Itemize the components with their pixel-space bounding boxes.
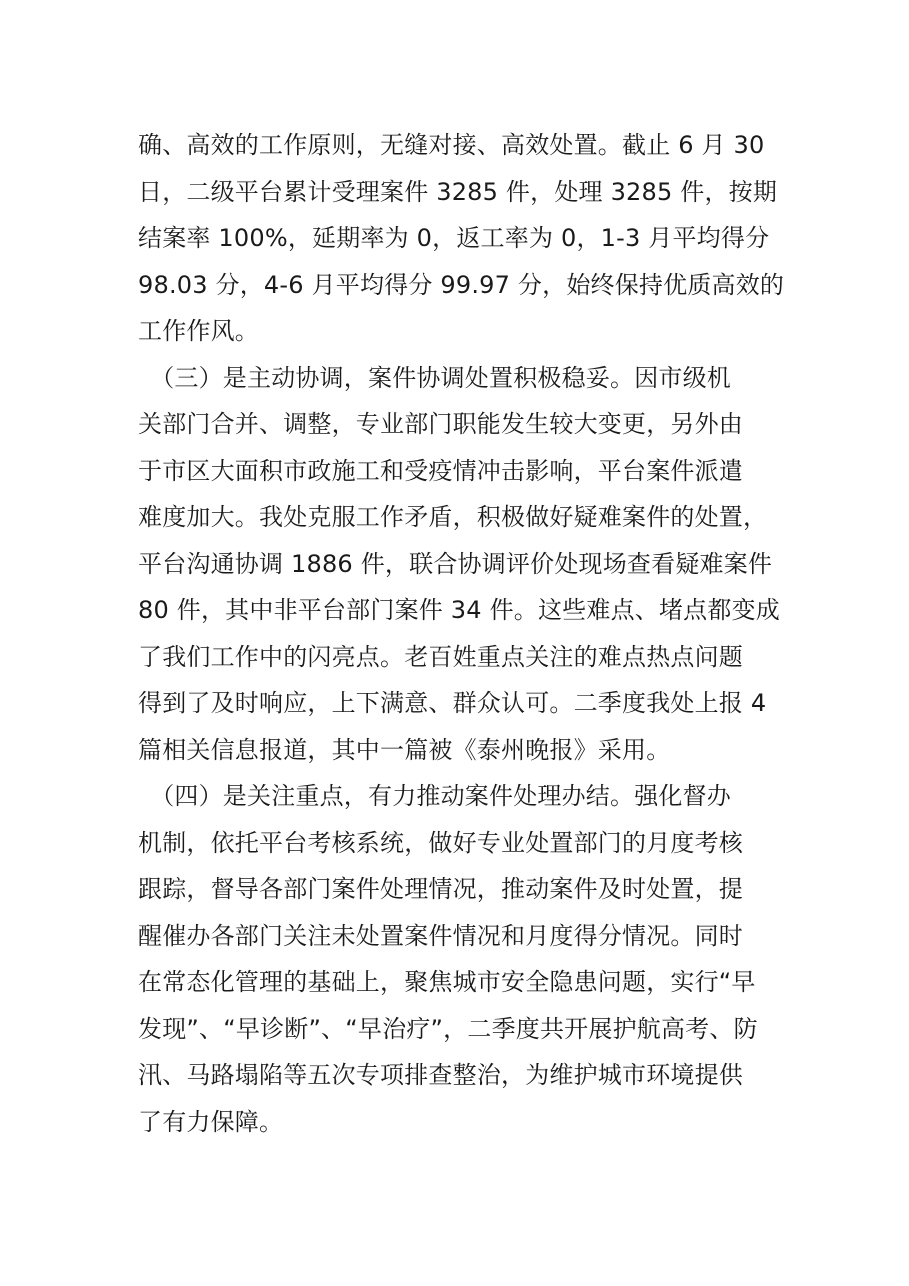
text-line: 结案率 100%，延期率为 0，返工率为 0，1-3 月平均得分 bbox=[138, 224, 770, 252]
text-line: 确、高效的工作原则，无缝对接、高效处置。截止 6 月 30 bbox=[138, 131, 765, 159]
text-line: 98.03 分，4-6 月平均得分 99.97 分，始终保持优质高效的 bbox=[138, 270, 785, 299]
text-line: 汛、马路塌陷等五次专项排查整治，为维护城市环境提供 bbox=[138, 1061, 743, 1089]
text-line: 于市区大面积市政施工和受疫情冲击影响，平台案件派遣 bbox=[138, 456, 743, 485]
text-line: 工作作风。 bbox=[138, 317, 259, 345]
text-line: 跟踪，督导各部门案件处理情况，推动案件及时处置，提 bbox=[138, 875, 743, 903]
text-line: 了我们工作中的闪亮点。老百姓重点关注的难点热点问题 bbox=[138, 642, 743, 671]
paragraph-section-three bbox=[138, 355, 778, 774]
text-line: 日，二级平台累计受理案件 3285 件，处理 3285 件，按期 bbox=[138, 177, 778, 206]
text-line: 机制，依托平台考核系统，做好专业处置部门的月度考核 bbox=[138, 828, 743, 857]
paragraph-section-four bbox=[138, 773, 778, 1145]
text-line: （三）是主动协调，案件协调处置积极稳妥。因市级机 bbox=[138, 363, 731, 392]
text-line: 得到了及时响应，上下满意、群众认可。二季度我处上报 4 bbox=[138, 689, 767, 717]
text-line: 了有力保障。 bbox=[138, 1107, 284, 1136]
text-line: 关部门合并、调整，专业部门职能发生较大变更，另外由 bbox=[138, 410, 743, 438]
text-line: 平台沟通协调 1886 件，联合协调评价处现场查看疑难案件 bbox=[138, 549, 773, 578]
text-line: （四）是关注重点，有力推动案件处理办结。强化督办 bbox=[138, 782, 731, 810]
text-line: 80 件，其中非平台部门案件 34 件。这些难点、堵点都变成 bbox=[138, 596, 780, 624]
paragraph-work-principle bbox=[138, 122, 785, 355]
text-line: 醒催办各部门关注未处置案件情况和月度得分情况。同时 bbox=[138, 921, 743, 950]
text-line: 在常态化管理的基础上，聚焦城市安全隐患问题，实行“早 bbox=[138, 968, 756, 996]
text-line: 难度加大。我处克服工作矛盾，积极做好疑难案件的处置， bbox=[138, 503, 768, 531]
text-line: 发现”、“早诊断”、“早治疗”，二季度共开展护航高考、防 bbox=[138, 1014, 758, 1043]
text-line: 篇相关信息报道，其中一篇被《泰州晚报》采用。 bbox=[138, 735, 671, 764]
document-body bbox=[138, 122, 785, 1145]
